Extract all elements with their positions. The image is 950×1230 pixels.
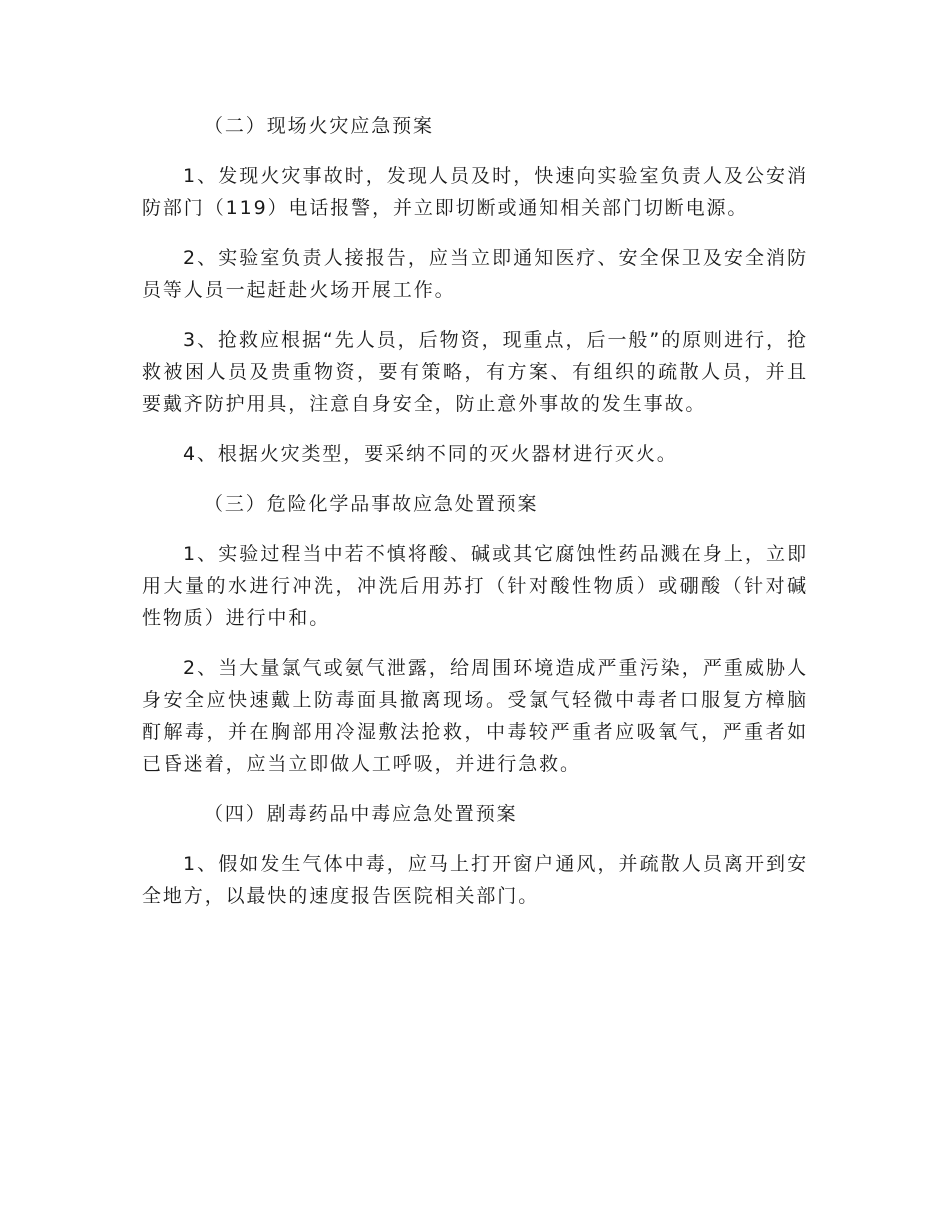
paragraph: 2、当大量氯气或氨气泄露，给周围环境造成严重污染，严重威胁人身安全应快速戴上防毒面具撤离现场。受氯气轻微中毒者口服复方樟脑酊解毒，并在胸部用冷湿敷法抢救，中毒较严重者应吸氧气，严重者如已昏迷着，应当立即做人工呼吸，并进行急救。 — [142, 657, 808, 775]
section-fire-emergency — [142, 110, 808, 470]
section-toxic-poisoning — [142, 798, 808, 912]
section-heading: （四）剧毒药品中毒应急处置预案 — [204, 803, 518, 825]
paragraph: 1、实验过程当中若不慎将酸、碱或其它腐蚀性药品溅在身上，立即用大量的水进行冲洗，冲洗后用苏打（针对酸性物质）或硼酸（针对碱性物质）进行中和。 — [142, 543, 808, 629]
paragraph: 1、发现火灾事故时，发现人员及时，快速向实验室负责人及公安消防部门（119）电话报警，并立即切断或通知相关部门切断电源。 — [142, 165, 808, 219]
paragraph: 4、根据火灾类型，要采纳不同的灭火器材进行灭火。 — [183, 443, 678, 465]
paragraph: 3、抢救应根据“先人员，后物资，现重点，后一般”的原则进行，抢救被困人员及贵重物资，要有策略，有方案、有组织的疏散人员，并且要戴齐防护用具，注意自身安全，防止意外事故的发生事故。 — [142, 329, 808, 415]
paragraph: 2、实验室负责人接报告，应当立即通知医疗、安全保卫及安全消防员等人员一起赶赴火场开展工作。 — [142, 247, 808, 301]
document-body — [142, 110, 808, 930]
section-chemical-accident — [142, 488, 808, 780]
section-heading: （三）危险化学品事故应急处置预案 — [204, 493, 539, 515]
paragraph: 1、假如发生气体中毒，应马上打开窗户通风，并疏散人员离开到安全地方，以最快的速度报告医院相关部门。 — [142, 853, 808, 907]
section-heading: （二）现场火灾应急预案 — [204, 115, 434, 137]
